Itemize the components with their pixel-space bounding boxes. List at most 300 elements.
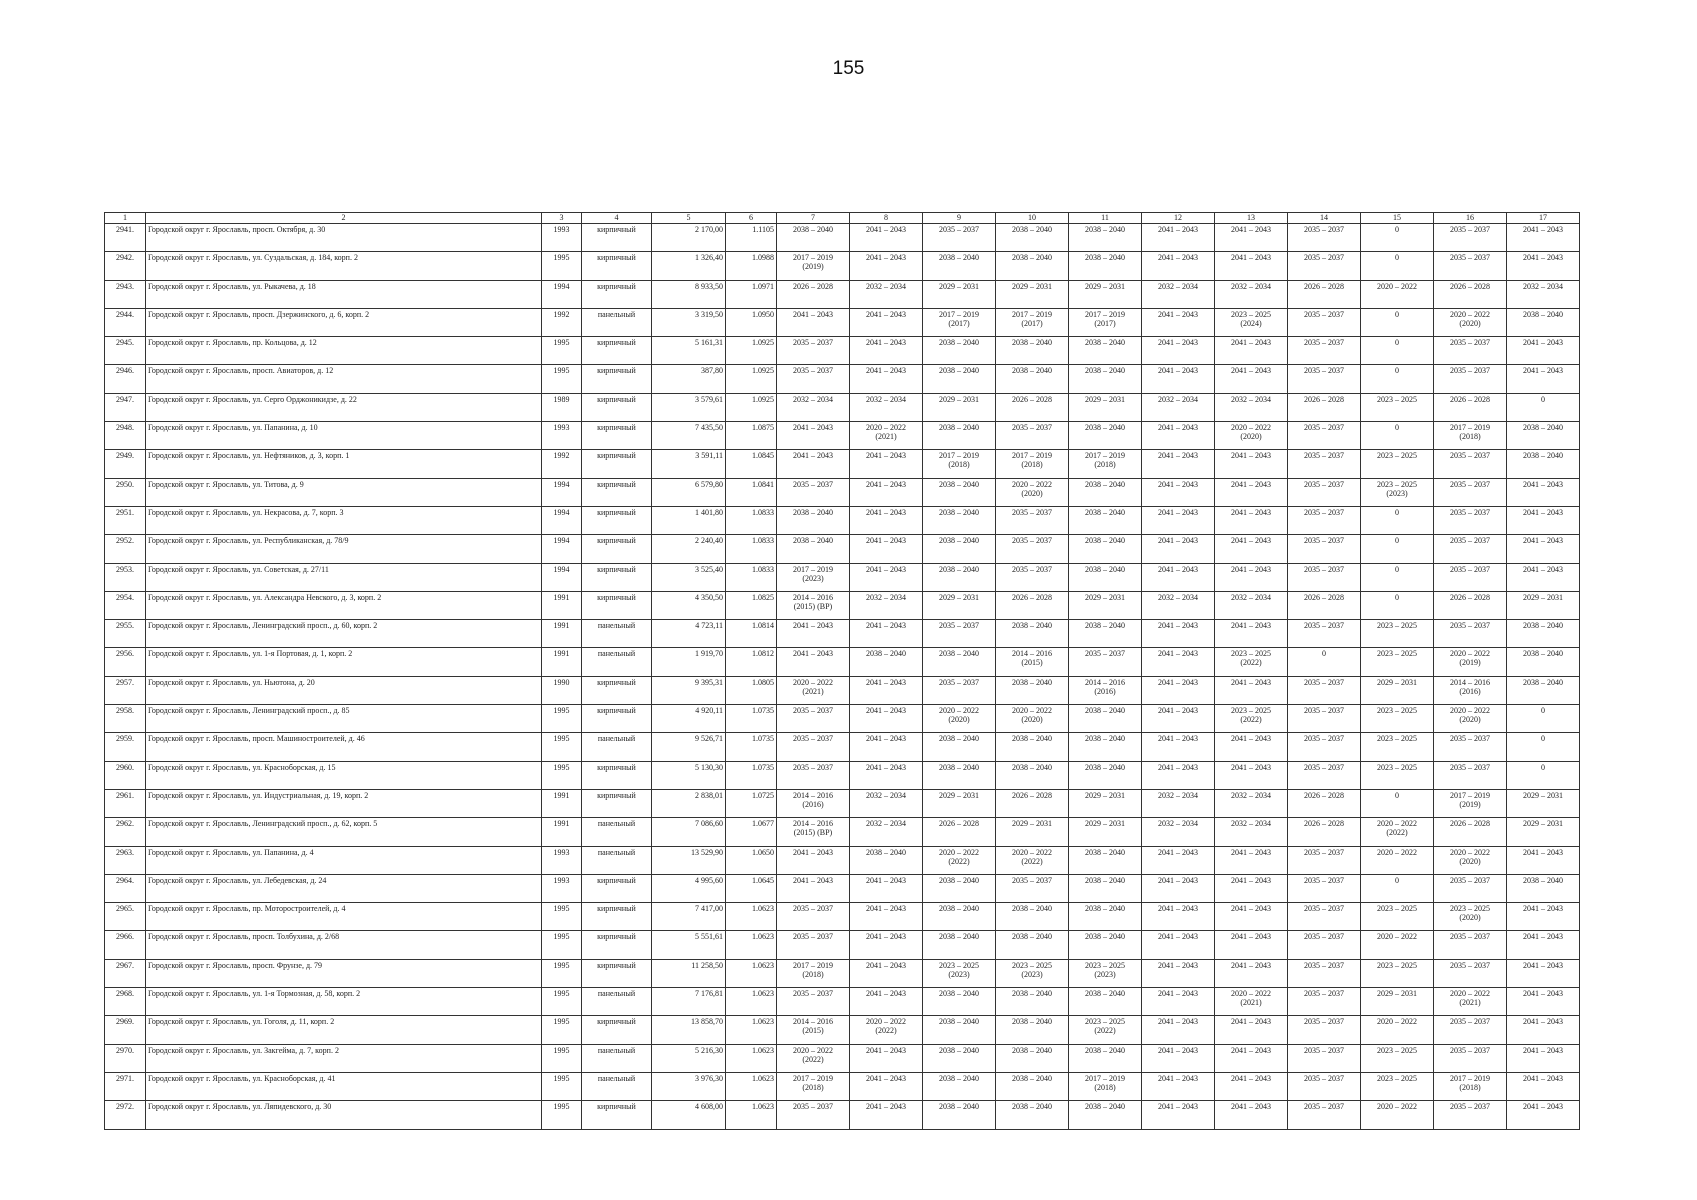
table-cell: кирпичный: [582, 959, 652, 987]
table-cell: 2041 – 2043: [850, 1101, 923, 1129]
table-cell: 2038 – 2040: [1069, 988, 1142, 1016]
row-number-cell: 2963.: [105, 846, 146, 874]
table-cell: 2035 – 2037: [1288, 1016, 1361, 1044]
table-cell: кирпичный: [582, 393, 652, 421]
table-cell: 2023 – 2025: [1361, 733, 1434, 761]
table-cell: 2035 – 2037: [1288, 478, 1361, 506]
table-cell: 11 258,50: [652, 959, 726, 987]
table-cell: 2041 – 2043: [1142, 874, 1215, 902]
table-cell: 2026 – 2028: [996, 591, 1069, 619]
table-cell: 2032 – 2034: [1215, 393, 1288, 421]
table-cell: панельный: [582, 846, 652, 874]
table-row: [105, 393, 1580, 421]
table-cell: 1 326,40: [652, 252, 726, 280]
table-cell: 2041 – 2043: [850, 761, 923, 789]
table-cell: кирпичный: [582, 931, 652, 959]
address-cell: Городской округ г. Ярославль, ул. Ньютона, д. 20: [146, 676, 542, 704]
table-cell: 2038 – 2040: [923, 478, 996, 506]
table-cell: 2014 – 2016 (2015): [777, 1016, 850, 1044]
table-cell: 2023 – 2025: [1361, 620, 1434, 648]
table-cell: 0: [1288, 648, 1361, 676]
table-cell: 2041 – 2043: [1142, 620, 1215, 648]
table-cell: кирпичный: [582, 1016, 652, 1044]
table-cell: 2014 – 2016 (2015) (ВР): [777, 818, 850, 846]
table-cell: 2038 – 2040: [923, 365, 996, 393]
table-cell: 2041 – 2043: [1215, 365, 1288, 393]
table-cell: 1989: [542, 393, 582, 421]
row-number-cell: 2960.: [105, 761, 146, 789]
table-cell: 2041 – 2043: [1507, 1016, 1580, 1044]
table-cell: 2032 – 2034: [777, 393, 850, 421]
table-cell: 2041 – 2043: [1142, 224, 1215, 252]
table-cell: 3 591,11: [652, 450, 726, 478]
table-row: [105, 789, 1580, 817]
table-cell: 2035 – 2037: [1434, 1044, 1507, 1072]
table-cell: 2014 – 2016 (2015) (ВР): [777, 591, 850, 619]
table-cell: 2035 – 2037: [1288, 535, 1361, 563]
table-cell: 2029 – 2031: [1507, 591, 1580, 619]
table-cell: 0: [1507, 705, 1580, 733]
table-cell: 2041 – 2043: [1142, 676, 1215, 704]
address-cell: Городской округ г. Ярославль, просп. Октября, д. 30: [146, 224, 542, 252]
table-cell: 2038 – 2040: [1069, 620, 1142, 648]
table-cell: 1995: [542, 705, 582, 733]
address-cell: Городской округ г. Ярославль, ул. Закгейма, д. 7, корп. 2: [146, 1044, 542, 1072]
table-cell: 2035 – 2037: [1288, 337, 1361, 365]
table-cell: 2038 – 2040: [1069, 535, 1142, 563]
table-cell: 2035 – 2037: [1434, 931, 1507, 959]
table-cell: 2026 – 2028: [923, 818, 996, 846]
table-cell: 2041 – 2043: [777, 422, 850, 450]
column-header: 8: [850, 213, 923, 224]
row-number-cell: 2971.: [105, 1072, 146, 1100]
column-header: 13: [1215, 213, 1288, 224]
table-cell: 1995: [542, 365, 582, 393]
table-cell: 2041 – 2043: [1142, 959, 1215, 987]
address-cell: Городской округ г. Ярославль, просп. Авиаторов, д. 12: [146, 365, 542, 393]
table-cell: 2017 – 2019 (2018): [777, 1072, 850, 1100]
table-cell: 2 838,01: [652, 789, 726, 817]
row-number-cell: 2946.: [105, 365, 146, 393]
table-cell: 1991: [542, 620, 582, 648]
table-cell: 2020 – 2022 (2021): [1215, 988, 1288, 1016]
table-cell: 2038 – 2040: [996, 676, 1069, 704]
table-cell: 2035 – 2037: [1288, 422, 1361, 450]
table-row: [105, 1044, 1580, 1072]
table-cell: 2035 – 2037: [777, 761, 850, 789]
table-row: [105, 733, 1580, 761]
table-cell: 2029 – 2031: [923, 591, 996, 619]
row-number-cell: 2959.: [105, 733, 146, 761]
column-header: 7: [777, 213, 850, 224]
table-cell: кирпичный: [582, 252, 652, 280]
table-cell: 2032 – 2034: [850, 280, 923, 308]
table-cell: 2038 – 2040: [1507, 648, 1580, 676]
address-cell: Городской округ г. Ярославль, Ленинградский просп., д. 62, корп. 5: [146, 818, 542, 846]
table-cell: кирпичный: [582, 903, 652, 931]
table-cell: 2038 – 2040: [1069, 224, 1142, 252]
table-cell: 2041 – 2043: [1215, 450, 1288, 478]
row-number-cell: 2953.: [105, 563, 146, 591]
table-cell: 2041 – 2043: [1215, 1101, 1288, 1129]
row-number-cell: 2948.: [105, 422, 146, 450]
table-cell: 2035 – 2037: [996, 422, 1069, 450]
table-cell: 1.0623: [726, 931, 777, 959]
table-cell: 2035 – 2037: [1288, 308, 1361, 336]
table-cell: 2023 – 2025: [1361, 450, 1434, 478]
table-cell: 4 350,50: [652, 591, 726, 619]
table-cell: 2041 – 2043: [1142, 705, 1215, 733]
table-cell: кирпичный: [582, 337, 652, 365]
table-cell: 1995: [542, 1044, 582, 1072]
table-cell: 2023 – 2025 (2020): [1434, 903, 1507, 931]
table-cell: 2041 – 2043: [1215, 506, 1288, 534]
table-cell: 1.0845: [726, 450, 777, 478]
table-cell: кирпичный: [582, 280, 652, 308]
table-cell: 1995: [542, 1101, 582, 1129]
address-cell: Городской округ г. Ярославль, ул. Папанина, д. 4: [146, 846, 542, 874]
table-cell: 2038 – 2040: [923, 506, 996, 534]
row-number-cell: 2944.: [105, 308, 146, 336]
table-cell: кирпичный: [582, 450, 652, 478]
table-cell: 2035 – 2037: [1434, 478, 1507, 506]
table-cell: 1991: [542, 648, 582, 676]
table-cell: 2020 – 2022 (2020): [1434, 846, 1507, 874]
table-cell: 0: [1361, 422, 1434, 450]
table-cell: 2038 – 2040: [923, 648, 996, 676]
table-cell: 2041 – 2043: [1142, 337, 1215, 365]
address-cell: Городской округ г. Ярославль, ул. Индустриальная, д. 19, корп. 2: [146, 789, 542, 817]
table-cell: 1.0841: [726, 478, 777, 506]
table-cell: кирпичный: [582, 535, 652, 563]
table-cell: 2020 – 2022: [1361, 280, 1434, 308]
address-cell: Городской округ г. Ярославль, ул. Красноборская, д. 15: [146, 761, 542, 789]
table-cell: 1.0623: [726, 903, 777, 931]
table-cell: 1.0825: [726, 591, 777, 619]
table-cell: 0: [1361, 224, 1434, 252]
row-number-cell: 2969.: [105, 1016, 146, 1044]
table-row: [105, 365, 1580, 393]
table-cell: 1.0814: [726, 620, 777, 648]
table-cell: 1995: [542, 337, 582, 365]
column-header: 4: [582, 213, 652, 224]
table-cell: 2020 – 2022 (2020): [996, 705, 1069, 733]
table-cell: 2035 – 2037: [777, 931, 850, 959]
table-cell: 2020 – 2022 (2022): [1361, 818, 1434, 846]
column-header: 2: [146, 213, 542, 224]
table-cell: 2038 – 2040: [996, 365, 1069, 393]
table-cell: 2032 – 2034: [1142, 789, 1215, 817]
table-cell: 5 161,31: [652, 337, 726, 365]
table-cell: 2029 – 2031: [923, 393, 996, 421]
table-cell: 4 920,11: [652, 705, 726, 733]
table-cell: 2023 – 2025: [1361, 648, 1434, 676]
table-cell: 2035 – 2037: [1434, 563, 1507, 591]
table-cell: 2032 – 2034: [1142, 818, 1215, 846]
table-row: [105, 648, 1580, 676]
table-cell: панельный: [582, 648, 652, 676]
row-number-cell: 2966.: [105, 931, 146, 959]
table-cell: 1994: [542, 506, 582, 534]
row-number-cell: 2947.: [105, 393, 146, 421]
table-cell: 2038 – 2040: [996, 1072, 1069, 1100]
table-cell: 2035 – 2037: [777, 365, 850, 393]
address-cell: Городской округ г. Ярославль, ул. Лебедевская, д. 24: [146, 874, 542, 902]
table-cell: 2017 – 2019 (2023): [777, 563, 850, 591]
table-cell: 2029 – 2031: [923, 789, 996, 817]
table-cell: 2041 – 2043: [1142, 931, 1215, 959]
table-cell: 2038 – 2040: [777, 224, 850, 252]
table-cell: 2035 – 2037: [1069, 648, 1142, 676]
table-cell: 0: [1361, 506, 1434, 534]
table-cell: 2017 – 2019 (2018): [1434, 422, 1507, 450]
table-cell: 2023 – 2025: [1361, 705, 1434, 733]
table-cell: 2041 – 2043: [1507, 478, 1580, 506]
address-cell: Городской округ г. Ярославль, ул. Суздальская, д. 184, корп. 2: [146, 252, 542, 280]
row-number-cell: 2954.: [105, 591, 146, 619]
table-cell: 0: [1507, 733, 1580, 761]
table-cell: панельный: [582, 308, 652, 336]
table-cell: 2038 – 2040: [923, 563, 996, 591]
table-cell: 2041 – 2043: [777, 874, 850, 902]
table-cell: 2020 – 2022 (2021): [1434, 988, 1507, 1016]
table-cell: 0: [1361, 591, 1434, 619]
table-cell: 1995: [542, 903, 582, 931]
table-cell: 2038 – 2040: [996, 620, 1069, 648]
table-cell: 1994: [542, 478, 582, 506]
table-cell: 1.0623: [726, 988, 777, 1016]
table-cell: 1.0623: [726, 1016, 777, 1044]
address-cell: Городской округ г. Ярославль, ул. Рыкачева, д. 18: [146, 280, 542, 308]
table-cell: 2038 – 2040: [777, 535, 850, 563]
table-cell: кирпичный: [582, 365, 652, 393]
table-cell: 2038 – 2040: [1069, 563, 1142, 591]
table-cell: 2038 – 2040: [923, 1016, 996, 1044]
table-cell: 2029 – 2031: [1361, 988, 1434, 1016]
table-cell: панельный: [582, 1072, 652, 1100]
table-cell: 2041 – 2043: [777, 620, 850, 648]
table-cell: 2041 – 2043: [850, 1044, 923, 1072]
table-cell: 2032 – 2034: [1507, 280, 1580, 308]
table-cell: 2041 – 2043: [777, 648, 850, 676]
table-cell: 2041 – 2043: [1215, 337, 1288, 365]
table-cell: 2041 – 2043: [1215, 224, 1288, 252]
table-cell: 2029 – 2031: [1507, 818, 1580, 846]
table-cell: 2035 – 2037: [1434, 252, 1507, 280]
row-number-cell: 2943.: [105, 280, 146, 308]
table-cell: 2032 – 2034: [850, 818, 923, 846]
table-cell: 2041 – 2043: [777, 308, 850, 336]
table-cell: 2032 – 2034: [1142, 591, 1215, 619]
table-cell: 2041 – 2043: [1215, 252, 1288, 280]
table-cell: 2041 – 2043: [1215, 563, 1288, 591]
table-cell: 1.1105: [726, 224, 777, 252]
table-cell: 2023 – 2025 (2023): [923, 959, 996, 987]
table-cell: 1.0950: [726, 308, 777, 336]
table-cell: 2035 – 2037: [1288, 676, 1361, 704]
table-cell: 2041 – 2043: [1507, 931, 1580, 959]
table-row: [105, 903, 1580, 931]
table-cell: 2017 – 2019 (2017): [996, 308, 1069, 336]
table-cell: 2020 – 2022 (2022): [923, 846, 996, 874]
table-cell: 1.0735: [726, 705, 777, 733]
table-cell: 2041 – 2043: [850, 874, 923, 902]
address-cell: Городской округ г. Ярославль, ул. Титова, д. 9: [146, 478, 542, 506]
table-cell: 2041 – 2043: [1507, 563, 1580, 591]
table-cell: 2041 – 2043: [1215, 1072, 1288, 1100]
table-cell: кирпичный: [582, 789, 652, 817]
page-number: 155: [832, 58, 865, 79]
row-number-cell: 2957.: [105, 676, 146, 704]
table-row: [105, 563, 1580, 591]
row-number-cell: 2945.: [105, 337, 146, 365]
table-cell: 2041 – 2043: [1142, 450, 1215, 478]
table-cell: 2035 – 2037: [1434, 761, 1507, 789]
table-cell: 2041 – 2043: [850, 337, 923, 365]
table-cell: 13 529,90: [652, 846, 726, 874]
table-cell: 2038 – 2040: [996, 337, 1069, 365]
table-cell: 5 130,30: [652, 761, 726, 789]
table-cell: 2017 – 2019 (2018): [923, 450, 996, 478]
table-cell: 2014 – 2016 (2016): [777, 789, 850, 817]
table-cell: 2038 – 2040: [1069, 1044, 1142, 1072]
table-cell: 1995: [542, 988, 582, 1016]
table-cell: 3 579,61: [652, 393, 726, 421]
table-cell: 2032 – 2034: [1215, 818, 1288, 846]
table-cell: 2023 – 2025: [1361, 903, 1434, 931]
table-cell: 1994: [542, 535, 582, 563]
table-cell: 2026 – 2028: [996, 393, 1069, 421]
table-cell: 2041 – 2043: [1507, 365, 1580, 393]
address-cell: Городской округ г. Ярославль, пр. Моторостроителей, д. 4: [146, 903, 542, 931]
table-cell: 2041 – 2043: [1507, 988, 1580, 1016]
address-cell: Городской округ г. Ярославль, пр. Кольцова, д. 12: [146, 337, 542, 365]
table-cell: 1993: [542, 874, 582, 902]
table-cell: 2035 – 2037: [777, 705, 850, 733]
table-cell: 2026 – 2028: [1434, 393, 1507, 421]
table-cell: 2 170,00: [652, 224, 726, 252]
address-cell: Городской округ г. Ярославль, ул. Нефтяников, д. 3, корп. 1: [146, 450, 542, 478]
table-cell: 7 176,81: [652, 988, 726, 1016]
table-cell: кирпичный: [582, 591, 652, 619]
table-cell: 2035 – 2037: [1434, 535, 1507, 563]
table-cell: 2035 – 2037: [923, 224, 996, 252]
table-cell: 2041 – 2043: [1215, 733, 1288, 761]
table-cell: 2038 – 2040: [996, 931, 1069, 959]
table-cell: 2041 – 2043: [1215, 931, 1288, 959]
table-cell: 2041 – 2043: [1507, 1072, 1580, 1100]
table-cell: 1.0833: [726, 535, 777, 563]
table-cell: 2038 – 2040: [1069, 705, 1142, 733]
table-cell: 0: [1361, 789, 1434, 817]
table-cell: кирпичный: [582, 874, 652, 902]
table-row: [105, 705, 1580, 733]
table-cell: 2035 – 2037: [777, 903, 850, 931]
table-cell: 2038 – 2040: [923, 1072, 996, 1100]
table-cell: 2023 – 2025 (2022): [1215, 705, 1288, 733]
table-cell: 2026 – 2028: [1288, 393, 1361, 421]
table-cell: 2032 – 2034: [1142, 393, 1215, 421]
table-cell: 2041 – 2043: [1507, 224, 1580, 252]
table-cell: 2035 – 2037: [1288, 563, 1361, 591]
table-cell: 2038 – 2040: [923, 733, 996, 761]
table-cell: 1.0677: [726, 818, 777, 846]
table-cell: 2041 – 2043: [850, 506, 923, 534]
table-cell: 1.0833: [726, 563, 777, 591]
table-cell: 2041 – 2043: [1507, 846, 1580, 874]
table-cell: 2035 – 2037: [1434, 959, 1507, 987]
table-cell: 2017 – 2019 (2019): [777, 252, 850, 280]
table-cell: 2041 – 2043: [1215, 846, 1288, 874]
table-cell: 2041 – 2043: [850, 988, 923, 1016]
table-cell: 1995: [542, 733, 582, 761]
table-header-row: [105, 213, 1580, 224]
address-cell: Городской округ г. Ярославль, Ленинградский просп., д. 60, корп. 2: [146, 620, 542, 648]
table-cell: 1995: [542, 1072, 582, 1100]
table-cell: 2038 – 2040: [1069, 252, 1142, 280]
table-cell: 2041 – 2043: [850, 931, 923, 959]
table-cell: 1991: [542, 789, 582, 817]
table-cell: 2038 – 2040: [923, 903, 996, 931]
address-cell: Городской округ г. Ярославль, просп. Толбухина, д. 2/68: [146, 931, 542, 959]
table-row: [105, 959, 1580, 987]
table-cell: 2035 – 2037: [996, 535, 1069, 563]
table-cell: 1.0735: [726, 733, 777, 761]
table-row: [105, 874, 1580, 902]
table-cell: 1.0988: [726, 252, 777, 280]
table-row: [105, 308, 1580, 336]
row-number-cell: 2952.: [105, 535, 146, 563]
table-cell: 4 723,11: [652, 620, 726, 648]
row-number-cell: 2961.: [105, 789, 146, 817]
address-cell: Городской округ г. Ярославль, ул. Ляпидевского, д. 30: [146, 1101, 542, 1129]
table-cell: 2035 – 2037: [1434, 874, 1507, 902]
table-cell: 2038 – 2040: [1507, 450, 1580, 478]
table-cell: 2035 – 2037: [1434, 450, 1507, 478]
table-cell: кирпичный: [582, 705, 652, 733]
table-cell: 2035 – 2037: [1288, 1044, 1361, 1072]
table-cell: кирпичный: [582, 761, 652, 789]
table-cell: 2020 – 2022: [1361, 846, 1434, 874]
table-row: [105, 252, 1580, 280]
address-cell: Городской округ г. Ярославль, ул. Александра Невского, д. 3, корп. 2: [146, 591, 542, 619]
table-cell: 387,80: [652, 365, 726, 393]
table-cell: 2038 – 2040: [1069, 761, 1142, 789]
address-cell: Городской округ г. Ярославль, ул. Республиканская, д. 78/9: [146, 535, 542, 563]
table-cell: 2020 – 2022 (2020): [923, 705, 996, 733]
table-cell: 2023 – 2025 (2023): [1069, 959, 1142, 987]
table-cell: 2029 – 2031: [1361, 676, 1434, 704]
table-cell: 2017 – 2019 (2018): [1434, 1072, 1507, 1100]
table-cell: 1992: [542, 450, 582, 478]
table-cell: 2038 – 2040: [1507, 676, 1580, 704]
table-cell: 2029 – 2031: [1507, 789, 1580, 817]
table-cell: панельный: [582, 1044, 652, 1072]
table-cell: 2020 – 2022 (2020): [1215, 422, 1288, 450]
table-cell: 1.0925: [726, 393, 777, 421]
table-cell: 2035 – 2037: [777, 733, 850, 761]
table-cell: 2038 – 2040: [1069, 931, 1142, 959]
table-cell: 1.0925: [726, 337, 777, 365]
table-cell: 2038 – 2040: [777, 506, 850, 534]
table-cell: 2023 – 2025 (2023): [996, 959, 1069, 987]
table-cell: 1994: [542, 563, 582, 591]
table-cell: 2041 – 2043: [1507, 959, 1580, 987]
table-row: [105, 846, 1580, 874]
table-cell: 2029 – 2031: [1069, 818, 1142, 846]
table-cell: 2035 – 2037: [923, 676, 996, 704]
table-cell: 1.0623: [726, 1101, 777, 1129]
